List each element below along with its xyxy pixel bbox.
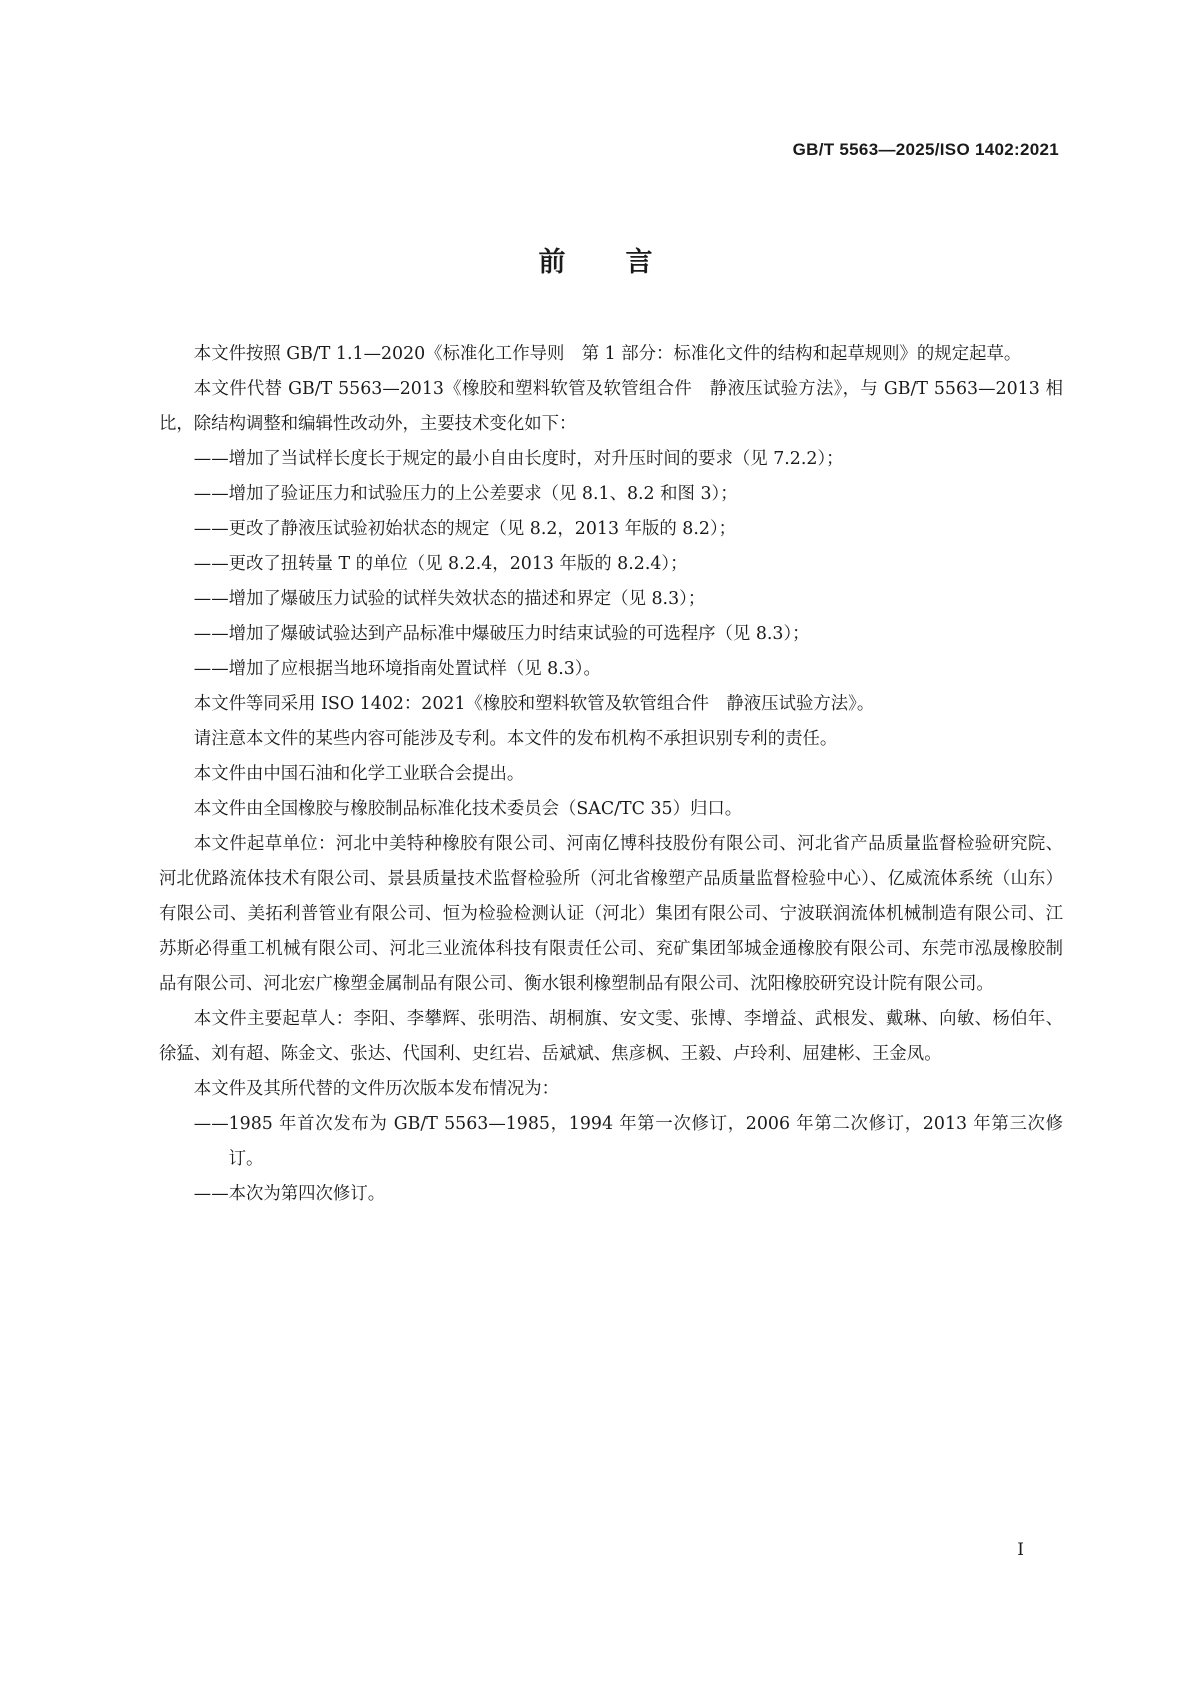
paragraph-drafting-basis: 本文件按照 GB/T 1.1—2020《标准化工作导则 第 1 部分：标准化文件的结构和起草规则》的规定起草。 [193,344,1022,364]
history-item: ——1985 年首次发布为 GB/T 5563—1985，1994 年第一次修订，2006 年第二次修订，2013 年第三次修订。 [193,1114,1063,1169]
change-item: ——增加了验证压力和试验压力的上公差要求（见 8.1、8.2 和图 3）； [193,484,738,504]
history-item: ——本次为第四次修订。 [193,1184,386,1204]
change-item: ——更改了静液压试验初始状态的规定（见 8.2，2013 年版的 8.2）； [193,519,737,539]
document-body [159,337,1063,1212]
paragraph-proposed-by: 本文件由中国石油和化学工业联合会提出。 [193,764,525,784]
page-title: 前言 [538,247,713,278]
change-item: ——增加了当试样长度长于规定的最小自由长度时，对升压时间的要求（见 7.2.2）； [193,449,844,469]
change-item: ——增加了应根据当地环境指南处置试样（见 8.3）。 [193,659,601,679]
paragraph-patent-notice: 请注意本文件的某些内容可能涉及专利。本文件的发布机构不承担识别专利的责任。 [193,729,838,749]
change-item: ——增加了爆破压力试验的试样失效状态的描述和界定（见 8.3）； [193,589,706,609]
paragraph-replaces: 本文件代替 GB/T 5563—2013《橡胶和塑料软管及软管组合件 静液压试验方法》，与 GB/T 5563—2013 相比，除结构调整和编辑性改动外，主要技术变化如下： [159,379,1063,434]
paragraph-history-intro: 本文件及其所代替的文件历次版本发布情况为： [193,1079,560,1099]
paragraph-drafting-units: 本文件起草单位：河北中美特种橡胶有限公司、河南亿博科技股份有限公司、河北省产品质量监督检验研究院、河北优路流体技术有限公司、景县质量技术监督检验所（河北省橡塑产品质量监督检验中心）、亿威流体系统（山东）有限公司、美拓利普管业有限公司、恒为检验检测认证（河北）集团有限公司、宁波联润流体机械制造有限公司、江苏斯必得重工机械有限公司、河北三业流体科技有限责任公司、兖矿集团邹城金通橡胶有限公司、东莞市泓晟橡胶制品有限公司、河北宏广橡塑金属制品有限公司、衡水银利橡塑制品有限公司、沈阳橡胶研究设计院有限公司。 [159,834,1063,994]
change-item: ——增加了爆破试验达到产品标准中爆破压力时结束试验的可选程序（见 8.3）； [193,624,810,644]
paragraph-adoption: 本文件等同采用 ISO 1402：2021《橡胶和塑料软管及软管组合件 静液压试验方法》。 [193,694,875,714]
paragraph-drafters: 本文件主要起草人：李阳、李攀辉、张明浩、胡桐旗、安文雯、张博、李增益、武根发、戴琳、向敏、杨伯年、徐猛、刘有超、陈金文、张达、代国利、史红岩、岳斌斌、焦彦枫、王毅、卢玲利、屈建彬、王金凤。 [159,1009,1063,1064]
document-code: GB/T 5563—2025/ISO 1402:2021 [792,140,1059,159]
paragraph-administered-by: 本文件由全国橡胶与橡胶制品标准化技术委员会（SAC/TC 35）归口。 [193,799,743,819]
page-number: Ⅰ [1017,1540,1024,1560]
change-item: ——更改了扭转量 T 的单位（见 8.2.4，2013 年版的 8.2.4）； [193,554,688,574]
